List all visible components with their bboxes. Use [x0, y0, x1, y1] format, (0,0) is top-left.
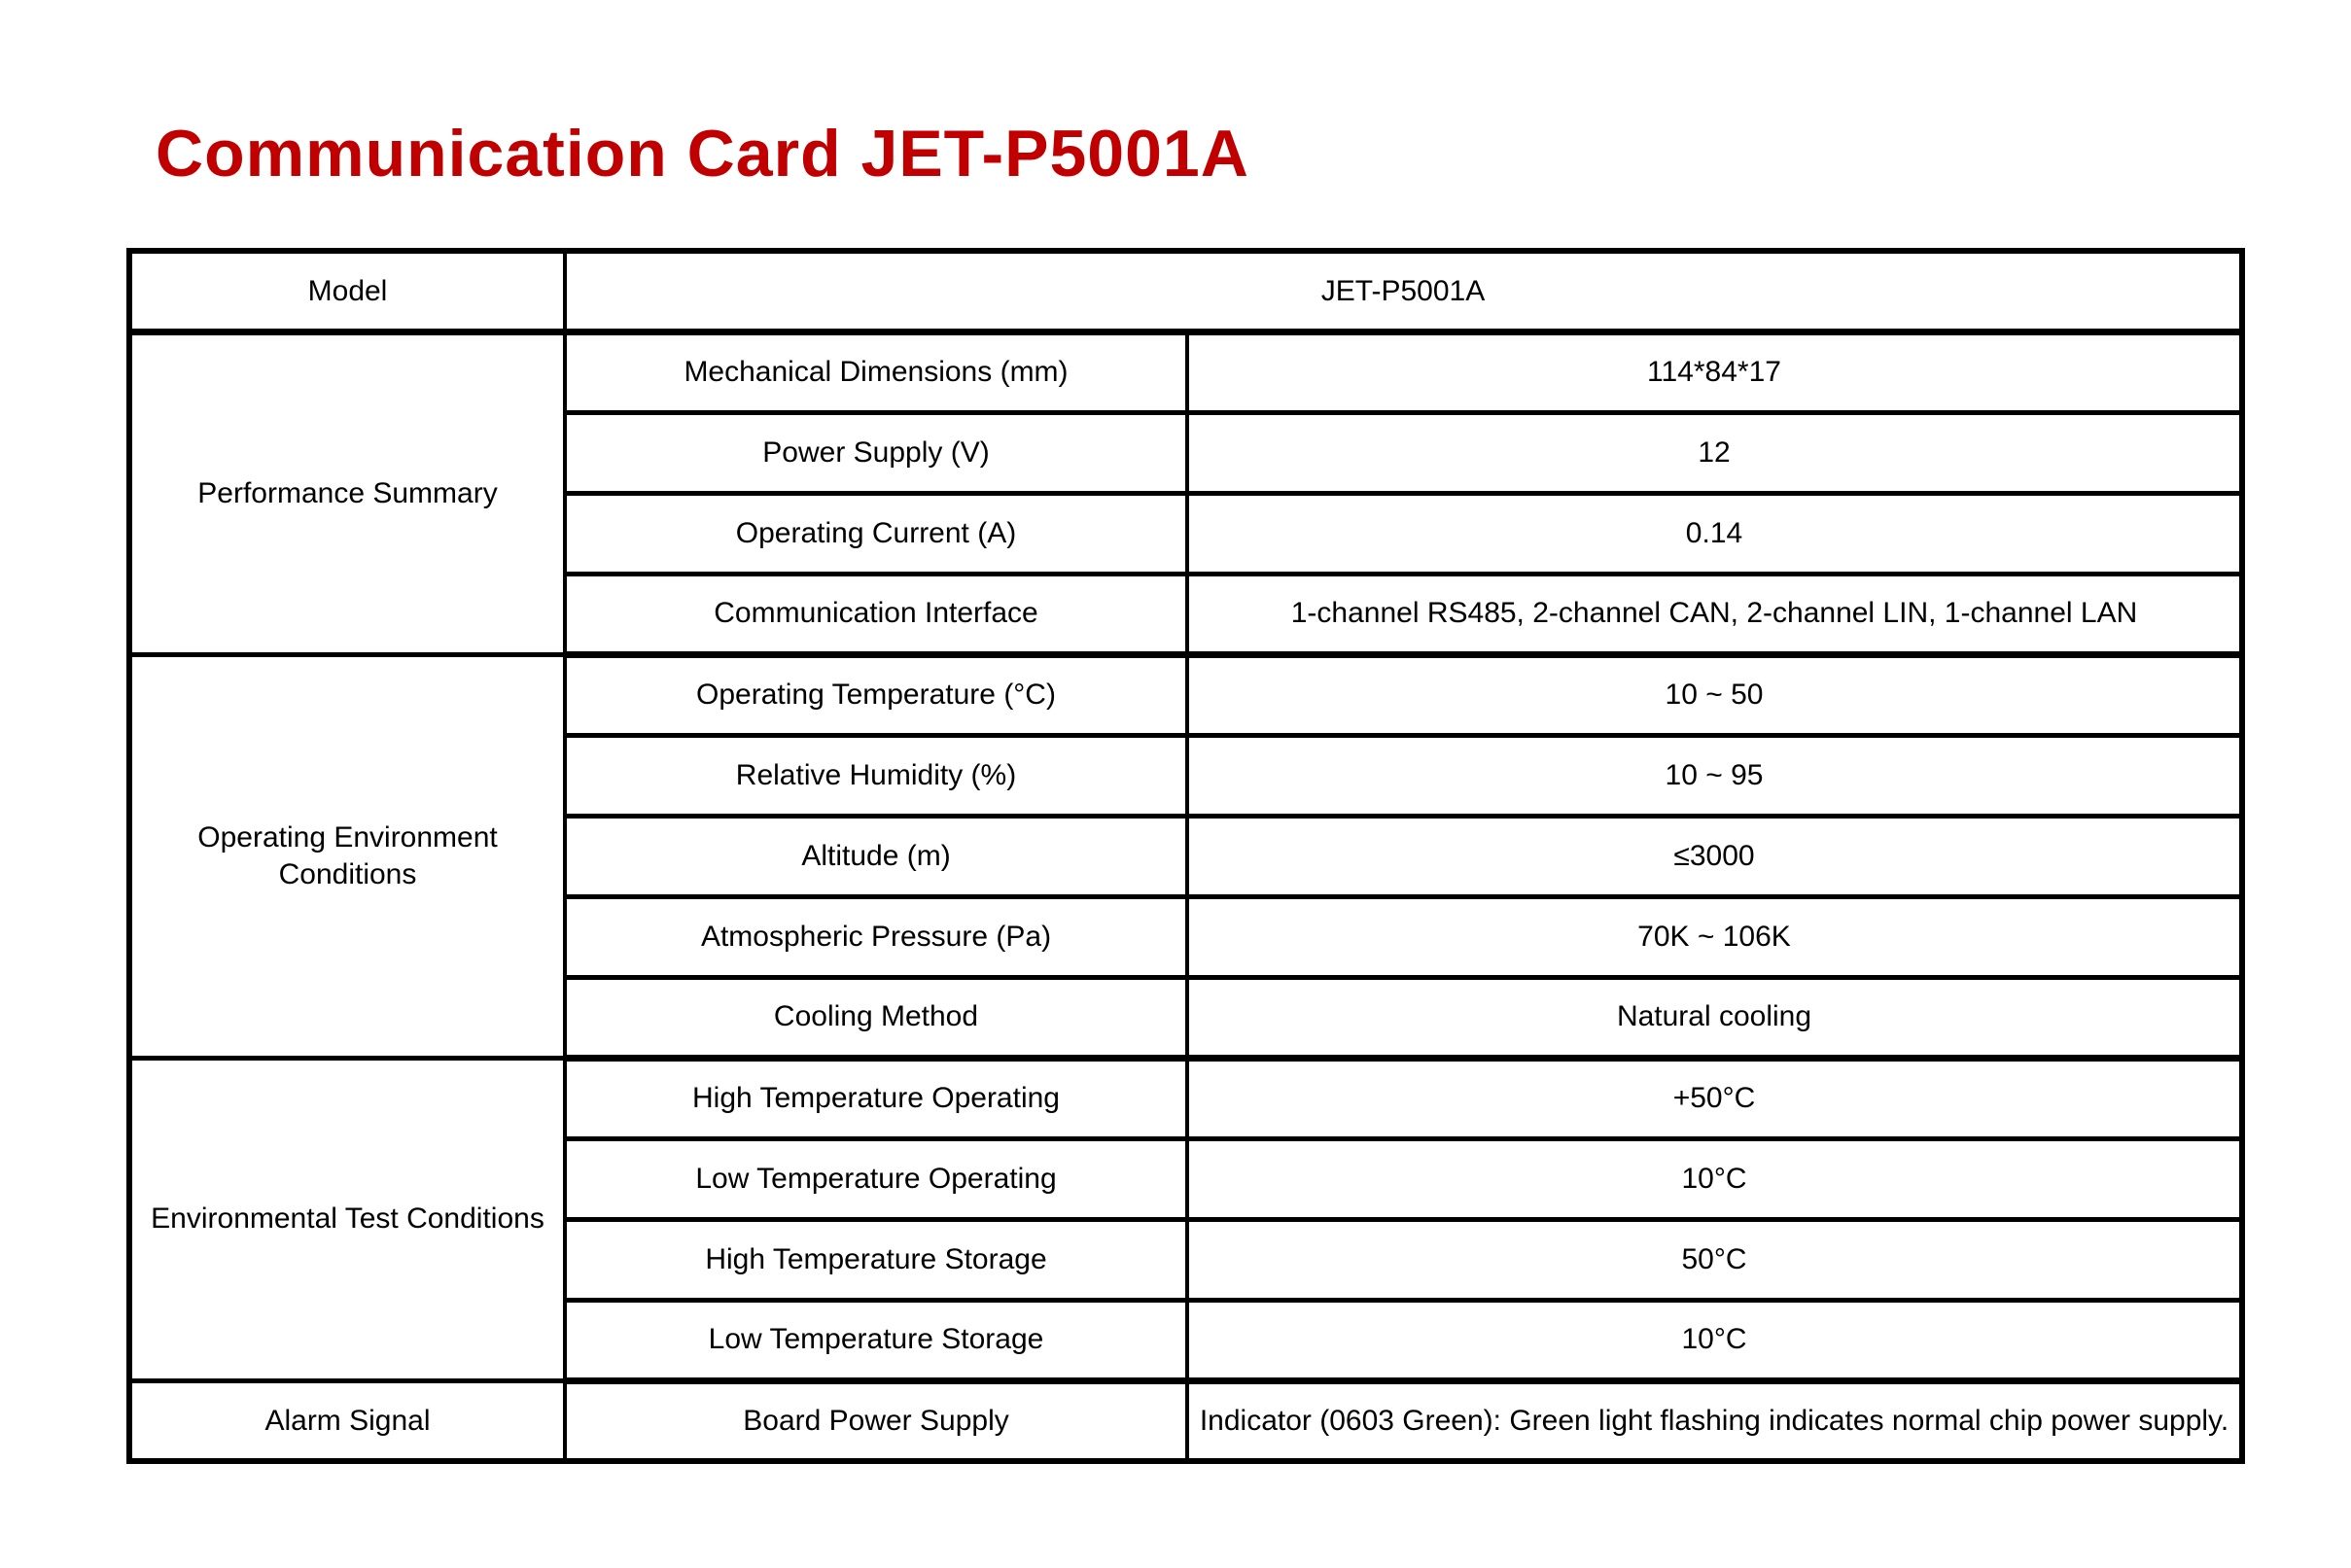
value-cell: 114*84*17	[1187, 331, 2242, 412]
value-cell: 12	[1187, 412, 2242, 493]
value-cell: 0.14	[1187, 493, 2242, 574]
value-cell: 10 ~ 95	[1187, 735, 2242, 816]
param-cell: Communication Interface	[565, 574, 1187, 654]
spec-table	[126, 248, 2245, 1464]
table-row	[129, 1058, 2242, 1138]
value-cell: 50°C	[1187, 1219, 2242, 1300]
table-row	[129, 654, 2242, 735]
section-label-environment: Operating Environment Conditions	[129, 654, 565, 1058]
alarm-value-cell: Indicator (0603 Green): Green light flashing indicates normal chip power supply.	[1187, 1380, 2242, 1461]
param-cell: Operating Current (A)	[565, 493, 1187, 574]
alarm-label-cell: Alarm Signal	[129, 1380, 565, 1461]
page-title: Communication Card JET-P5001A	[156, 117, 1249, 191]
section-label-test: Environmental Test Conditions	[129, 1058, 565, 1380]
table-row-model	[129, 251, 2242, 331]
value-cell: 70K ~ 106K	[1187, 896, 2242, 977]
param-cell: Altitude (m)	[565, 816, 1187, 896]
value-cell: 1-channel RS485, 2-channel CAN, 2-channel LIN, 1-channel LAN	[1187, 574, 2242, 654]
section-label-performance: Performance Summary	[129, 331, 565, 654]
param-cell: Cooling Method	[565, 977, 1187, 1058]
table-row	[129, 331, 2242, 412]
param-cell: High Temperature Operating	[565, 1058, 1187, 1138]
model-label-cell: Model	[129, 251, 565, 331]
param-cell: Low Temperature Storage	[565, 1300, 1187, 1380]
param-cell: High Temperature Storage	[565, 1219, 1187, 1300]
value-cell: 10°C	[1187, 1138, 2242, 1219]
value-cell: +50°C	[1187, 1058, 2242, 1138]
model-value-cell: JET-P5001A	[565, 251, 2242, 331]
param-cell: Mechanical Dimensions (mm)	[565, 331, 1187, 412]
value-cell: Natural cooling	[1187, 977, 2242, 1058]
param-cell: Atmospheric Pressure (Pa)	[565, 896, 1187, 977]
alarm-param-cell: Board Power Supply	[565, 1380, 1187, 1461]
value-cell: 10°C	[1187, 1300, 2242, 1380]
value-cell: 10 ~ 50	[1187, 654, 2242, 735]
table-row-alarm	[129, 1380, 2242, 1461]
param-cell: Power Supply (V)	[565, 412, 1187, 493]
param-cell: Low Temperature Operating	[565, 1138, 1187, 1219]
value-cell: ≤3000	[1187, 816, 2242, 896]
param-cell: Operating Temperature (°C)	[565, 654, 1187, 735]
param-cell: Relative Humidity (%)	[565, 735, 1187, 816]
